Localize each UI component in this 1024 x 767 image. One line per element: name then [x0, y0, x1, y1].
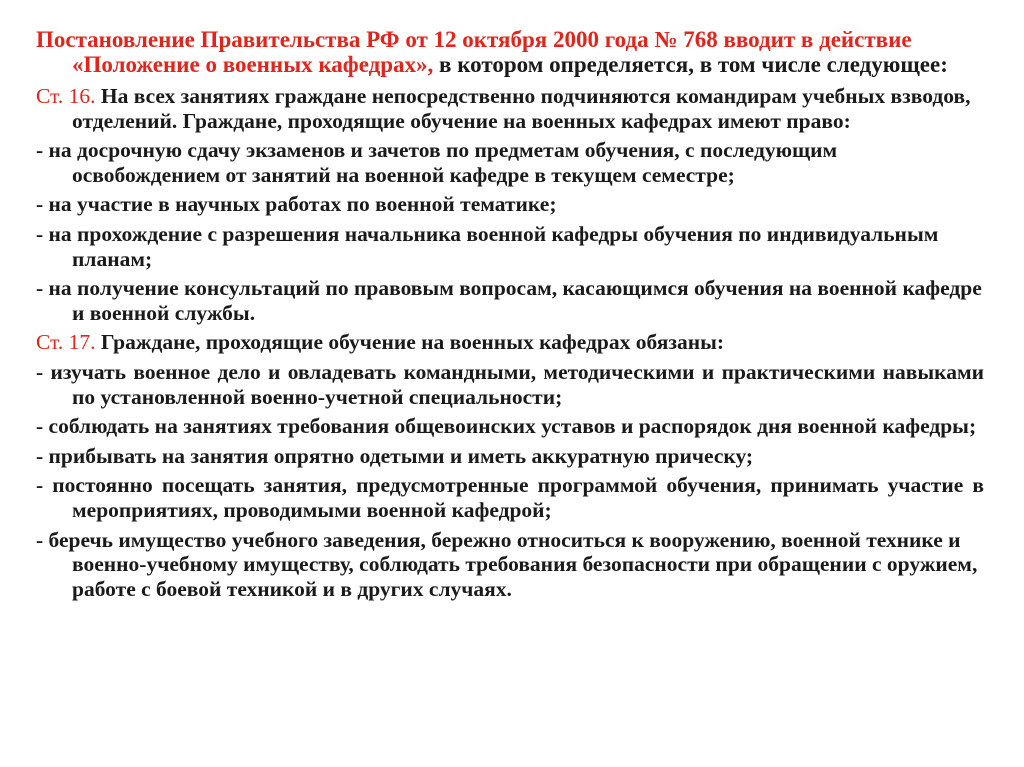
article-16-item: - на участие в научных работах по военной тематике;: [36, 192, 557, 217]
intro-continuation-text: в котором определяется, в том числе следующее:: [433, 51, 948, 77]
article-17-item: - изучать военное дело и овладевать командными, методическими и практическими навыками по установленной военно-учетной специальности;: [36, 359, 984, 409]
article-17-item: - соблюдать на занятиях требования общевоинских уставов и распорядок дня военной кафедры;: [36, 414, 977, 439]
article-17-label: Ст. 17.: [36, 330, 96, 355]
article-16-item: - на прохождение с разрешения начальника военной кафедры обучения по индивидуальным планам;: [36, 221, 939, 271]
article-16-label: Ст. 16.: [36, 84, 96, 108]
article-16-heading: [36, 84, 984, 133]
article-16-item: - на досрочную сдачу экзаменов и зачетов по предметам обучения, с последующим освобождением от занятий на военной кафедре в текущем семестре;: [36, 138, 838, 187]
article-16-text: На всех занятиях граждане непосредственно подчиняются командирам учебных взводов, отделений. Граждане, проходящие обучение на военных кафедрах имеют право:: [72, 84, 971, 133]
intro-decree-text: Постановление Правительства РФ от 12 октября 2000 года № 768 вводит в действие «Положение о военных кафедрах»,: [36, 27, 912, 77]
intro-paragraph: [36, 28, 984, 77]
article-17-item: - постоянно посещать занятия, предусмотренные программой обучения, принимать участие в мероприятиях, проводимыми военной кафедрой;: [36, 473, 984, 522]
article-16-item: - на получение консультаций по правовым вопросам, касающимся обучения на военной кафедре и военной службы.: [36, 276, 982, 325]
article-17-item: - прибывать на занятия опрятно одетыми и иметь аккуратную прическу;: [36, 443, 754, 468]
article-17-item: - беречь имущество учебного заведения, бережно относиться к вооружению, военной технике и военно-учебному имуществу, соблюдать требования безопасности при обращении с оружием, работе с боевой техникой и в других случаях.: [36, 527, 978, 601]
article-17-heading: [36, 330, 984, 355]
article-17-text: Граждане, проходящие обучение на военных кафедрах обязаны:: [95, 330, 725, 355]
